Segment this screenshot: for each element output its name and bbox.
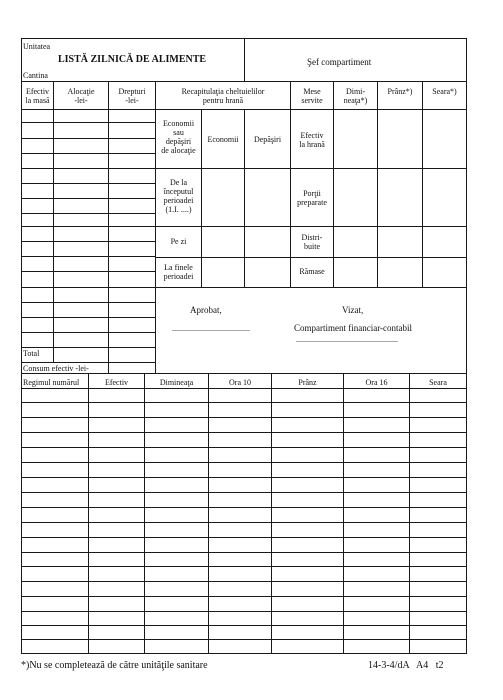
form-title: LISTĂ ZILNICĂ DE ALIMENTE <box>58 54 207 65</box>
header-morning: Dimi- neaţa*) <box>343 87 368 105</box>
portions-prepared-label: Porţii preparate <box>297 189 327 207</box>
header-meals-served: Mese servite <box>301 87 323 105</box>
actual-consumption-label: Consum efectiv -lei- <box>23 364 89 373</box>
header-evening-2: Seara <box>429 378 447 387</box>
total-label: Total <box>23 349 40 358</box>
header-ten-oclock: Ora 10 <box>229 378 251 387</box>
form-code: 14-3-4/dA A4 t2 <box>368 660 444 671</box>
unit-label: Unitatea <box>23 42 51 51</box>
finance-dept-label: Compartiment financiar-contabil <box>294 323 413 333</box>
header-morning-2: Dimineaţa <box>159 378 194 387</box>
header-effective: Efectiv la masă <box>25 87 50 105</box>
chief-label: Şef compartiment <box>307 57 372 67</box>
distributed-label: Distri- buite <box>301 233 323 251</box>
header-lunch-2: Prânz <box>298 378 317 387</box>
header-evening: Seara*) <box>432 87 457 96</box>
per-day-label: Pe zi <box>170 237 187 246</box>
period-end-label: La finele perioadei <box>163 263 194 281</box>
header-lunch: Prânz*) <box>387 87 413 96</box>
remaining-label: Rămase <box>299 267 325 276</box>
header-rights: Drepturi -lei- <box>118 87 146 105</box>
canteen-label: Cantina <box>23 71 48 80</box>
header-effective-2: Efectiv <box>104 378 129 387</box>
savings-label: Economii <box>207 135 239 144</box>
approved-signature-line: ....................................... <box>172 324 250 333</box>
header-diet-number: Regimul numărul <box>23 378 80 387</box>
footer-note: *)Nu se completează de către unităţile sanitare <box>21 660 208 671</box>
header-allocation: Alocaţie -lei- <box>67 87 95 105</box>
approved-label: Aprobat, <box>190 305 222 315</box>
endorsed-label: Vizat, <box>342 305 364 315</box>
header-recap: Recapitulaţia cheltuielilor pentru hrană <box>181 87 265 105</box>
savings-or-overruns-label: Economii sau depăşiri de alocaţie <box>161 119 196 155</box>
effective-fed-label: Efectiv la hrană <box>299 131 325 149</box>
finance-signature-line: ................................................... <box>296 335 398 344</box>
header-four-pm: Ora 16 <box>365 378 388 387</box>
from-start-label: De la începutul perioadei (1.I. ....) <box>163 178 194 214</box>
overruns-label: Depăşiri <box>253 135 282 144</box>
